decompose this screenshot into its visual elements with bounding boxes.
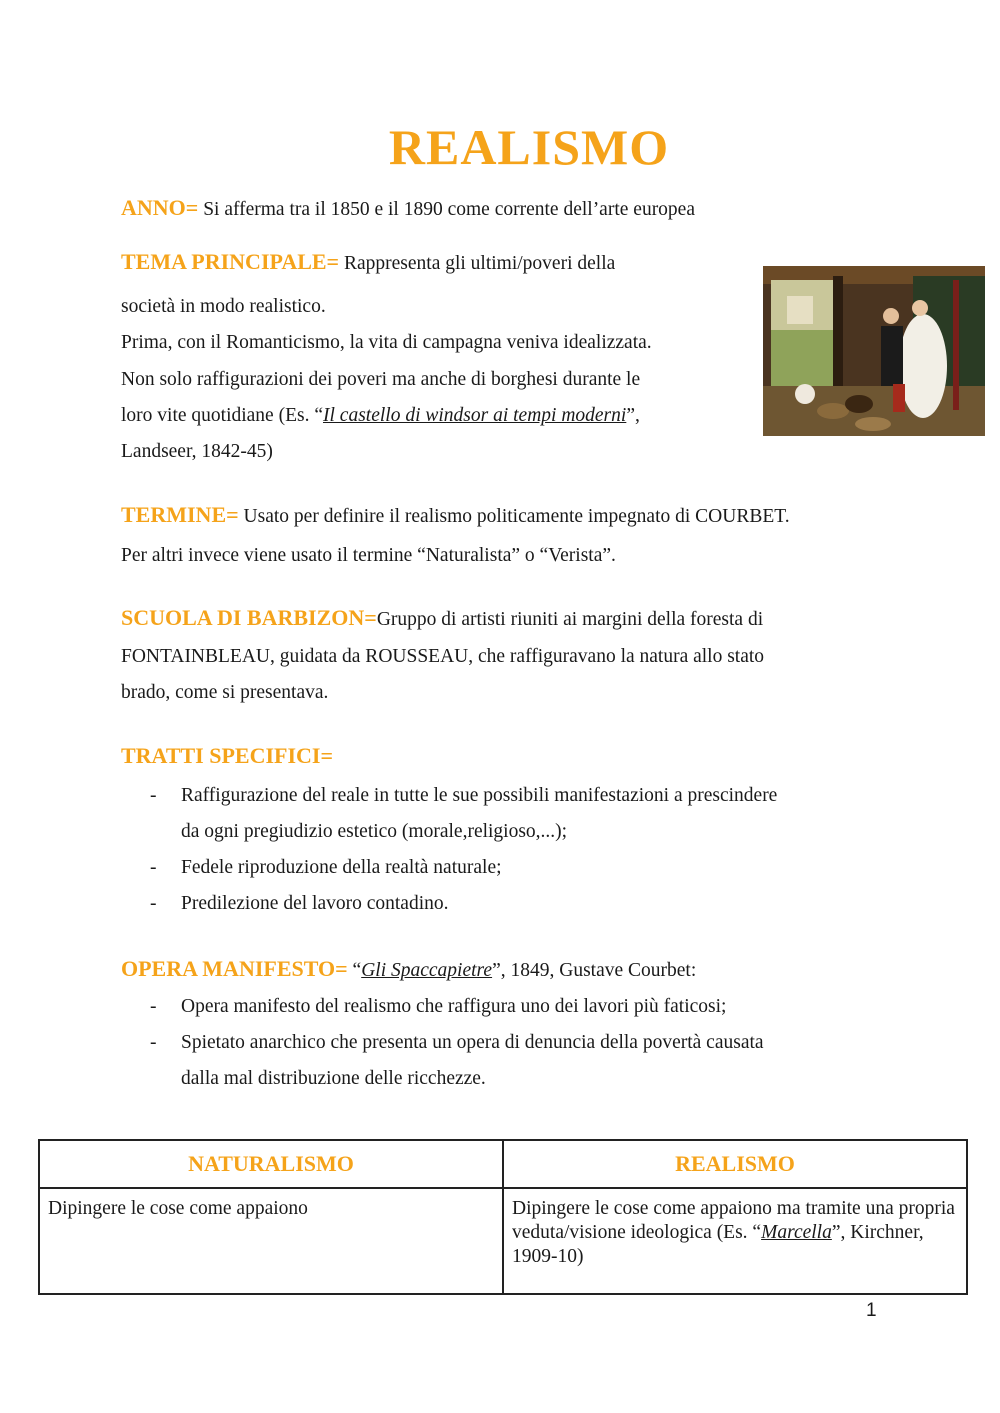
opera-pre: “	[347, 960, 362, 981]
tema-text-2: società in modo realistico.	[121, 296, 326, 317]
windsor-painting-image	[763, 266, 985, 436]
table-cell-realismo	[503, 1188, 967, 1294]
table-row	[39, 1188, 967, 1294]
tema-label: TEMA PRINCIPALE=	[121, 249, 340, 274]
tema-line-1	[121, 250, 615, 276]
table-header-realismo: REALISMO	[503, 1140, 967, 1188]
termine-line-1	[121, 503, 790, 529]
bullet-dash: -	[150, 893, 157, 914]
scuola-line-1	[121, 606, 763, 632]
scuola-label: SCUOLA DI BARBIZON=	[121, 605, 377, 630]
page-title: REALISMO	[388, 119, 670, 175]
table-header-naturalismo: NATURALISMO	[39, 1140, 503, 1188]
opera-item-2b: dalla mal distribuzione delle ricchezze.	[181, 1068, 486, 1089]
tema-text-1: Rappresenta gli ultimi/poveri della	[339, 253, 616, 274]
table-cell-naturalismo: Dipingere le cose come appaiono	[39, 1188, 503, 1294]
tratti-item-3: Predilezione del lavoro contadino.	[181, 893, 449, 914]
scuola-text-3: brado, come si presentava.	[121, 682, 329, 703]
bullet-dash: -	[150, 785, 157, 806]
realismo-cell-pre: Dipingere le cose come appaiono ma tramite una propria veduta/visione ideologica (Es. “	[512, 1198, 955, 1243]
scuola-text-1: Gruppo di artisti riuniti ai margini della foresta di	[376, 609, 764, 630]
bullet-dash: -	[150, 857, 157, 878]
anno-label: ANNO=	[121, 195, 199, 220]
anno-text: Si afferma tra il 1850 e il 1890 come corrente dell’arte europea	[198, 199, 695, 220]
spaccapietre-work-link[interactable]: Gli Spaccapietre	[361, 960, 493, 981]
page-number: 1	[866, 1300, 877, 1321]
bullet-dash: -	[150, 996, 157, 1017]
tratti-item-2: Fedele riproduzione della realtà naturale;	[181, 857, 502, 878]
tratti-item-1a: Raffigurazione del reale in tutte le sue possibili manifestazioni a prescindere	[181, 785, 778, 806]
opera-label: OPERA MANIFESTO=	[121, 956, 348, 981]
opera-item-1: Opera manifesto del realismo che raffigura uno dei lavori più faticosi;	[181, 996, 727, 1017]
bullet-dash: -	[150, 1032, 157, 1053]
termine-text-1: Usato per definire il realismo politicamente impegnato di COURBET.	[238, 506, 790, 527]
realismo-cell-post: ”, Kirchner, 1909-10)	[512, 1222, 924, 1267]
opera-line	[121, 957, 696, 983]
termine-label: TERMINE=	[121, 502, 239, 527]
tratti-item-1b: da ogni pregiudizio estetico (morale,religioso,...);	[181, 821, 568, 842]
tema-text-5-pre: loro vite quotidiane (Es. “	[121, 405, 323, 426]
anno-line	[121, 196, 695, 222]
tema-text-5	[121, 404, 640, 428]
windsor-work-link[interactable]: Il castello di windsor ai tempi moderni	[323, 405, 627, 426]
table-header-row	[39, 1140, 967, 1188]
comparison-table	[38, 1139, 968, 1295]
termine-text-2: Per altri invece viene usato il termine “Naturalista” o “Verista”.	[121, 545, 616, 566]
scuola-text-2: FONTAINBLEAU, guidata da ROUSSEAU, che raffiguravano la natura allo stato	[121, 646, 765, 667]
tratti-label: TRATTI SPECIFICI=	[121, 743, 334, 768]
tema-text-4: Non solo raffigurazioni dei poveri ma anche di borghesi durante le	[121, 369, 641, 390]
tema-text-5-post: ”,	[626, 405, 640, 426]
opera-item-2a: Spietato anarchico che presenta un opera di denuncia della povertà causata	[181, 1032, 764, 1053]
tema-text-3: Prima, con il Romanticismo, la vita di campagna veniva idealizzata.	[121, 332, 652, 353]
opera-post: ”, 1849, Gustave Courbet:	[492, 960, 697, 981]
tema-text-6: Landseer, 1842-45)	[121, 441, 273, 462]
marcella-work-link[interactable]: Marcella	[761, 1222, 832, 1243]
